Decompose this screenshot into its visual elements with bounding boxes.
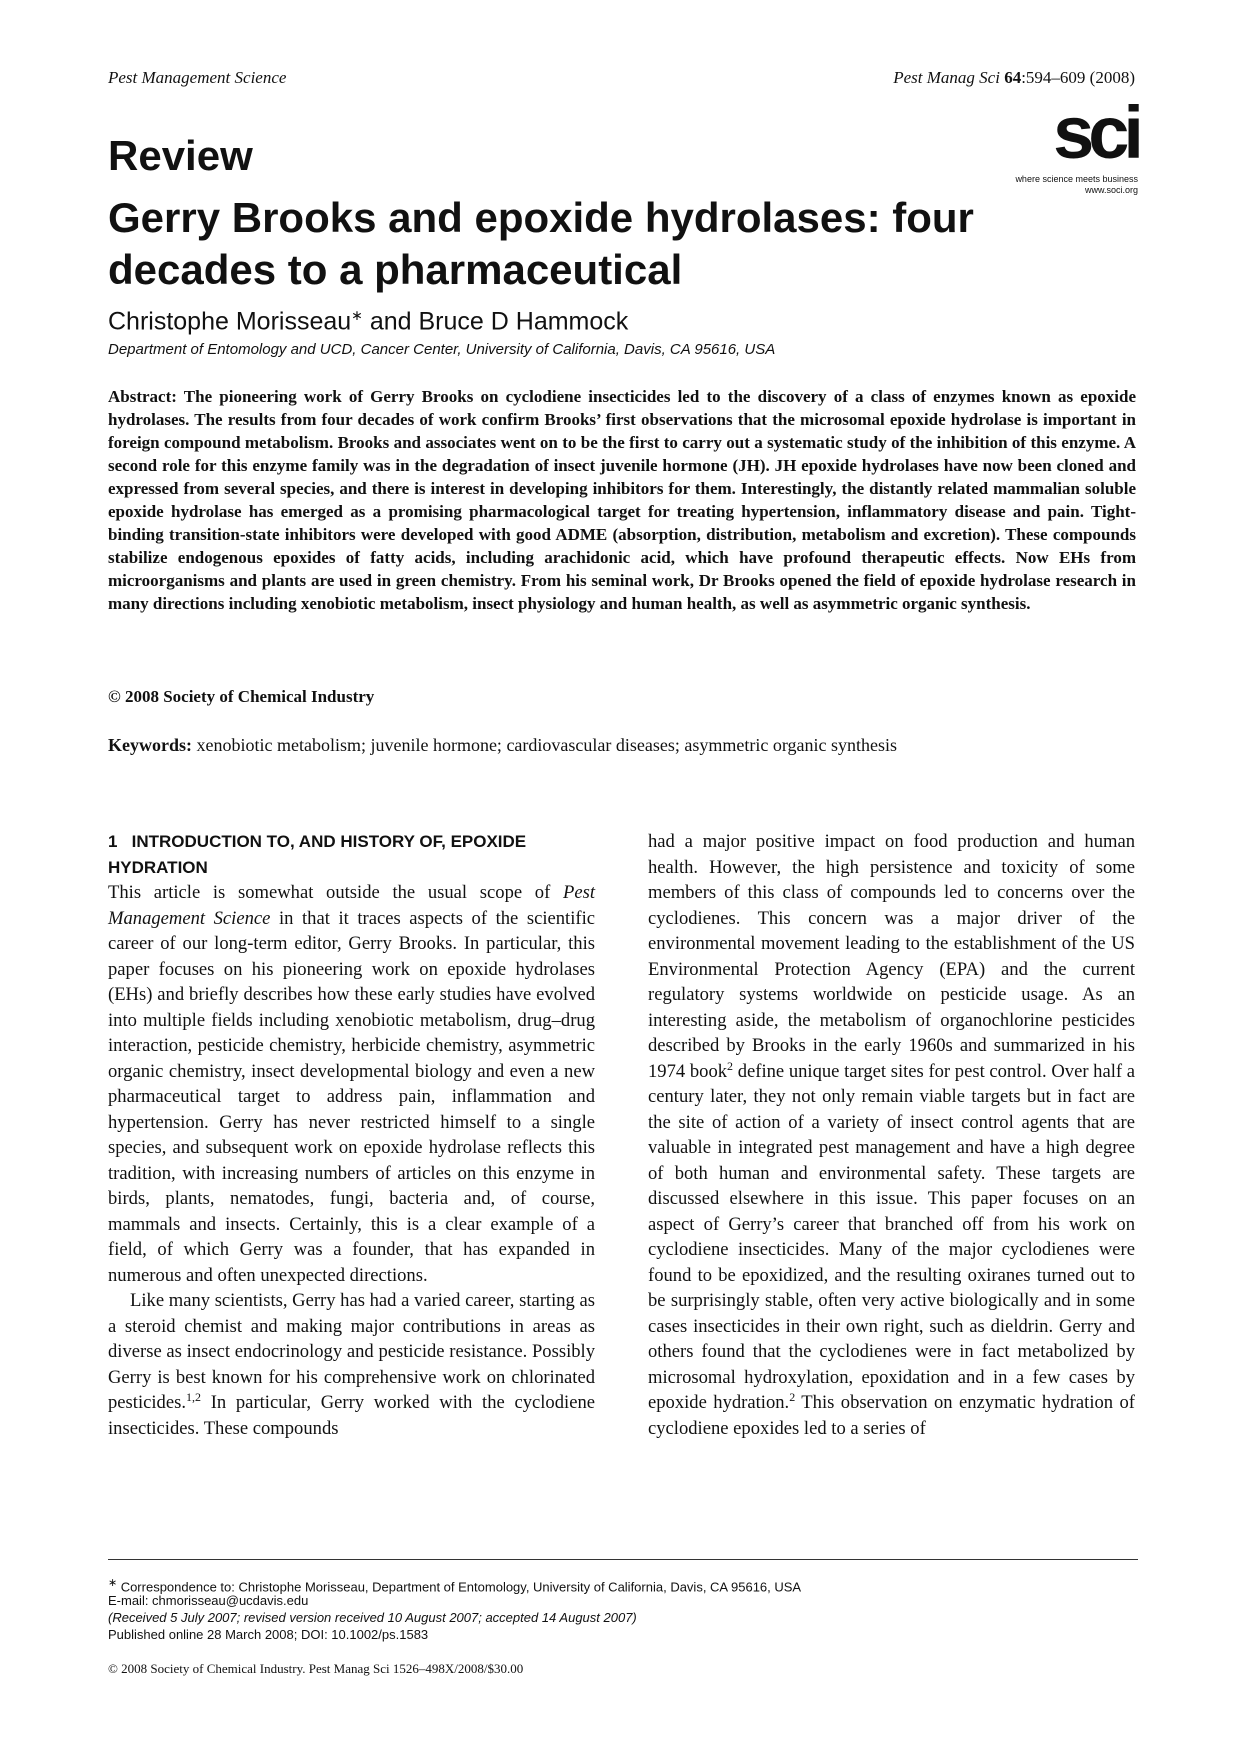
article-title: Gerry Brooks and epoxide hydrolases: four decades to a pharmaceutical <box>108 194 974 293</box>
author-first: Christophe Morisseau <box>108 307 352 336</box>
paragraph-3-middle: define unique target sites for pest control. Over half a century later, they not only remain viable targets but in fact are the site of action of a variety of insect control agents that are valuable in integrated pest management and have a high degree of both human and environmental safety. These targets are discussed elsewhere in this issue. This paper focuses on an aspect of Gerry’s career that branched off from his work on cyclodiene insecticides. Many of the major cyclodienes were found to be epoxidized, and the resulting oxiranes turned out to be surprisingly stable, often very active biologically and in some cases insecticides in their own right, such as dieldrin. Gerry and others found that the cyclodienes were in fact metabolized by microsomal hydroxylation, epoxidation and in a few cases by epoxide hydration. <box>648 1060 1136 1413</box>
paragraph-3 <box>648 829 1135 1441</box>
journal-mention: Pest Management Science <box>108 882 595 929</box>
paragraph-2-rest: In particular, Gerry worked with the cyclodiene insecticides. These compounds <box>108 1392 595 1439</box>
citation-volume: 64 <box>1004 68 1022 87</box>
reference-mark: 2 <box>789 1389 796 1404</box>
keywords-label: Keywords: <box>108 735 192 755</box>
body-column-right <box>648 829 1135 1441</box>
section-heading-text: INTRODUCTION TO, AND HISTORY OF, EPOXIDE HYDRATION <box>108 832 527 877</box>
author-second: and Bruce D Hammock <box>362 307 629 336</box>
reference-mark: 1,2 <box>185 1389 201 1404</box>
received-dates: (Received 5 July 2007; revised version received 10 August 2007; accepted 14 August 2007) <box>108 1610 637 1625</box>
sci-logo <box>1000 91 1138 196</box>
body-column-left <box>108 829 595 1441</box>
journal-running-head: Pest Management Science <box>108 68 287 87</box>
keywords-list: xenobiotic metabolism; juvenile hormone; cardiovascular diseases; asymmetric organic synthesis <box>192 735 897 755</box>
abstract: Abstract: The pioneering work of Gerry Brooks on cyclodiene insecticides led to the discovery of a class of enzymes known as epoxide hydrolases. The results from four decades of work confirm Brooks’ first observations that the microsomal epoxide hydrolase is important in foreign compound metabolism. Brooks and associates went on to be the first to carry out a systematic study of the inhibition of this enzyme. A second role for this enzyme family was in the degradation of insect juvenile hormone (JH). JH epoxide hydrolases have now been cloned and expressed from several species, and there is interest in developing inhibitors for them. Interestingly, the distantly related mammalian soluble epoxide hydrolase has emerged as a promising pharmacological target for treating hypertension, inflammatory disease and pain. Tight-binding transition-state inhibitors were developed with good ADME (absorption, distribution, metabolism and excretion). These compounds stabilize endogenous epoxides of fatty acids, including arachidonic acid, which have profound therapeutic effects. Now EHs from microorganisms and plants are used in green chemistry. From his seminal work, Dr Brooks opened the field of epoxide hydrolase research in many directions including xenobiotic metabolism, insect physiology and human health, as well as asymmetric organic synthesis. <box>108 387 1136 613</box>
authors <box>108 300 628 336</box>
citation-running-head <box>893 68 1135 88</box>
logo-url: www.soci.org <box>1084 185 1138 195</box>
page-copyright: © 2008 Society of Chemical Industry. Pest Manag Sci 1526–498X/2008/$30.00 <box>108 1661 524 1676</box>
section-heading-number: 1 <box>108 832 118 851</box>
correspondence-text: Correspondence to: Christophe Morisseau, Department of Entomology, University of California, Davis, CA 95616, USA <box>117 1579 802 1595</box>
correspondence-mark: ∗ <box>351 307 363 323</box>
affiliation: Department of Entomology and UCD, Cancer Center, University of California, Davis, CA 95616, USA <box>108 341 776 358</box>
abstract-copyright: © 2008 Society of Chemical Industry <box>108 687 375 706</box>
paragraph-3-start: had a major positive impact on food production and human health. However, the high persistence and toxicity of some members of this class of compounds led to concerns over the cyclodienes. This concern was a major driver of the environmental movement leading to the establishment of the US Environmental Protection Agency (EPA) and the current regulatory systems worldwide on pesticide usage. As an interesting aside, the metabolism of organochlorine pesticides described by Brooks in the early 1960s and summarized in his 1974 book <box>648 831 1135 1082</box>
footnote-mark: ∗ <box>108 1577 118 1589</box>
paragraph-3-end: This observation on enzymatic hydration of cyclodiene epoxides led to a series of <box>648 1392 1135 1439</box>
published-doi: Published online 28 March 2008; DOI: 10.1002/ps.1583 <box>108 1627 429 1642</box>
section-heading <box>108 829 595 880</box>
reference-mark: 2 <box>727 1058 734 1073</box>
citation-pages: :594–609 (2008) <box>1021 68 1135 87</box>
paragraph-1-rest: in that it traces aspects of the scientific career of our long-term editor, Gerry Brooks. In particular, this paper focuses on his pioneering work on epoxide hydrolases (EHs) and briefly describes how these early studies have evolved into multiple fields including xenobiotic metabolism, drug–drug interaction, pesticide chemistry, herbicide chemistry, asymmetric organic chemistry, insect developmental biology and even a new pharmaceutical target to address pain, inflammation and hypertension. Gerry has never restricted himself to a single species, and subsequent work on epoxide hydrolase reflects this tradition, with increasing numbers of articles on this enzyme in birds, plants, nematodes, fungi, bacteria and, of course, mammals and insects. Certainly, this is a clear example of a field, of which Gerry was a founder, that has expanded in numerous and often unexpected directions. <box>108 907 596 1286</box>
footnote-divider <box>108 1559 1138 1560</box>
paragraph-1-start: This article is somewhat outside the usual scope of <box>108 882 563 903</box>
citation-journal: Pest Manag Sci <box>893 68 1000 87</box>
section-label: Review <box>108 132 253 179</box>
paragraph-2 <box>108 1288 595 1441</box>
paragraph-2-start: Like many scientists, Gerry has had a varied career, starting as a steroid chemist and making major contributions in areas as diverse as insect endocrinology and pesticide resistance. Possibly Gerry is best known for his comprehensive work on chlorinated pesticides. <box>108 1290 595 1413</box>
paragraph-1 <box>108 880 595 1288</box>
logo-word: sci <box>1053 91 1138 174</box>
email-footnote: E-mail: chmorisseau@ucdavis.edu <box>108 1593 309 1608</box>
logo-tagline-text: where science meets business <box>1015 174 1138 184</box>
keywords <box>108 733 1138 757</box>
